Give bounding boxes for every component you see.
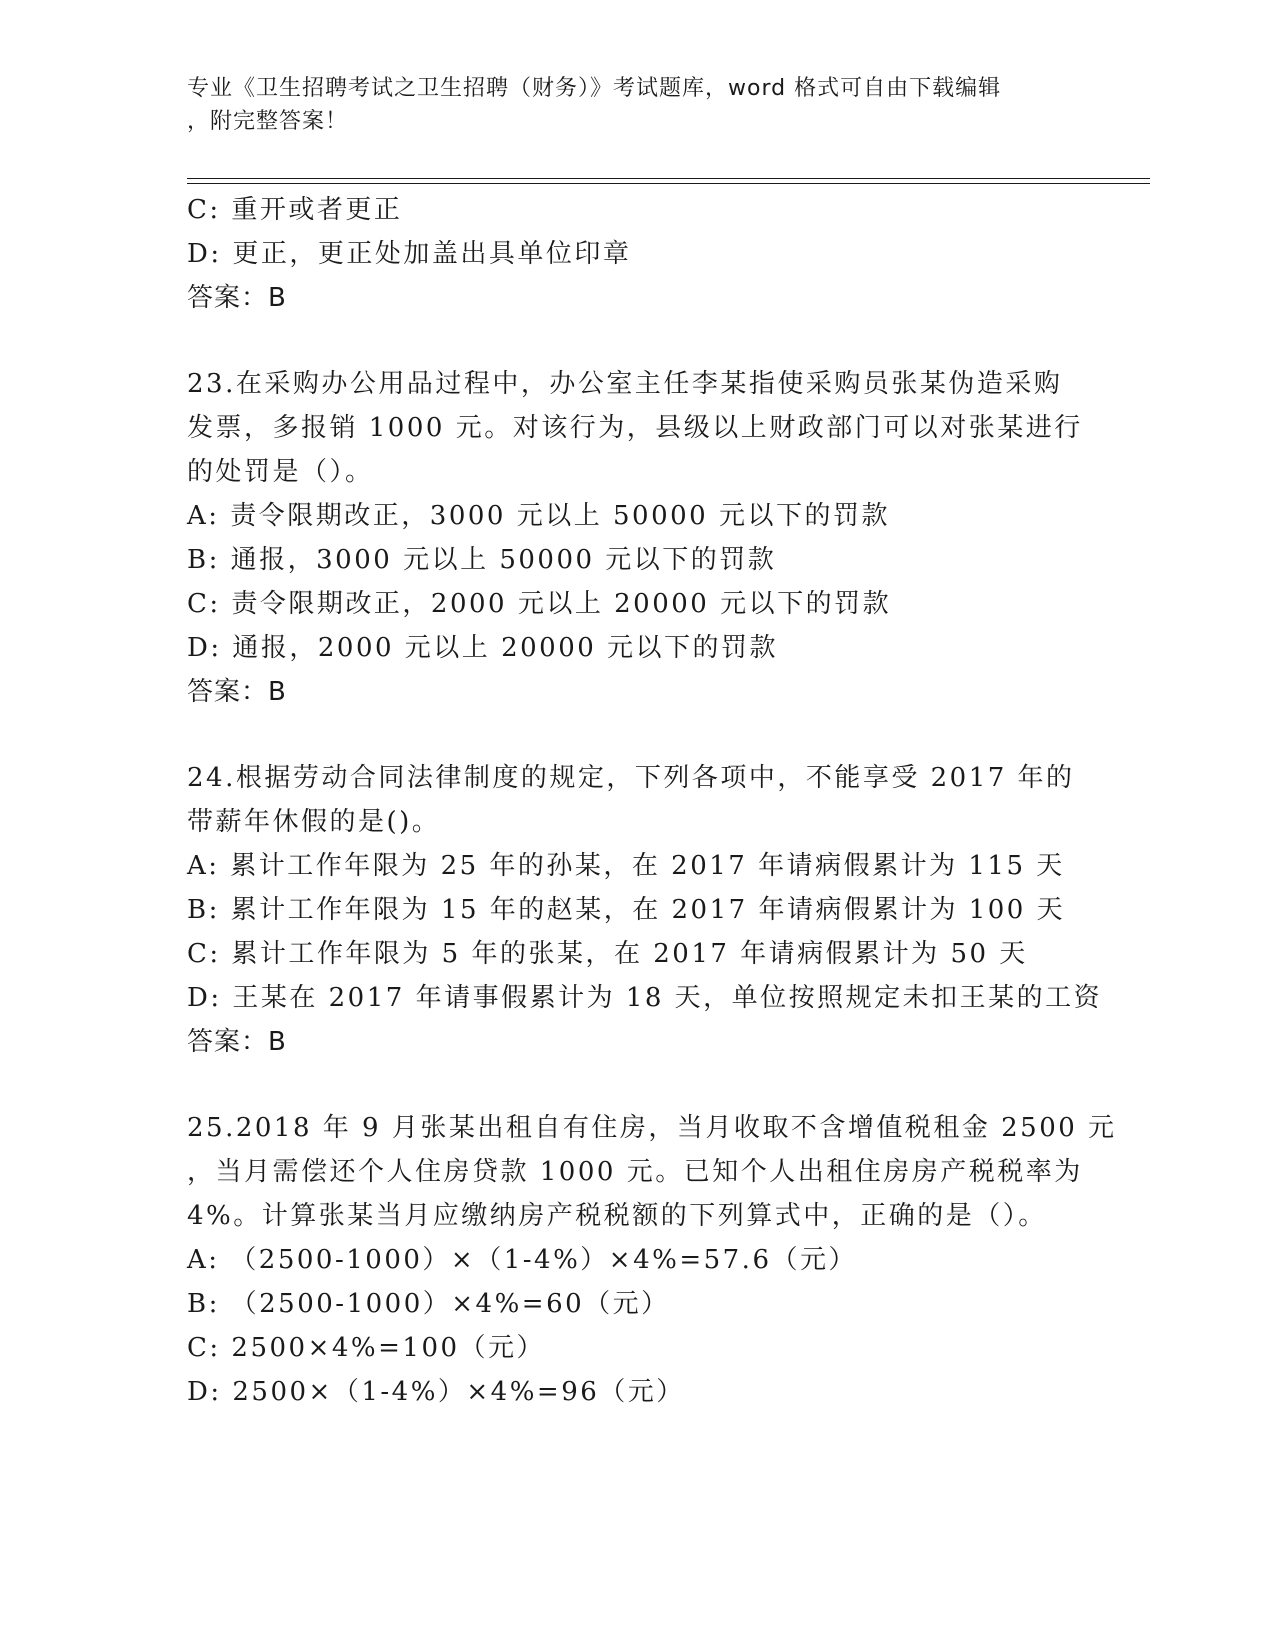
q25-stem-line-3: 4%。计算张某当月应缴纳房产税税额的下列算式中，正确的是（）。 xyxy=(187,1201,1047,1231)
q23-option-a: A: 责令限期改正，3000 元以上 50000 元以下的罚款 xyxy=(187,501,890,531)
q25-stem-line-2: ，当月需偿还个人住房贷款 1000 元。已知个人出租住房房产税税率为 xyxy=(187,1157,1083,1187)
q25-stem-line-1: 25.2018 年 9 月张某出租自有住房，当月收取不含增值税租金 2500 元 xyxy=(187,1113,1117,1143)
q23-option-c: C: 责令限期改正，2000 元以上 20000 元以下的罚款 xyxy=(187,589,892,619)
q23-option-d: D: 通报，2000 元以上 20000 元以下的罚款 xyxy=(187,633,779,663)
q24-option-a: A: 累计工作年限为 25 年的孙某，在 2017 年请病假累计为 115 天 xyxy=(187,851,1065,881)
header-line-2: ，附完整答案！ xyxy=(187,109,349,134)
q25-option-b: B: （2500-1000）×4%=60（元） xyxy=(187,1289,670,1319)
q25-option-a: A: （2500-1000）×（1-4%）×4%=57.6（元） xyxy=(187,1245,857,1275)
page-header xyxy=(187,72,1067,138)
q24-stem-line-1: 24.根据劳动合同法律制度的规定，下列各项中，不能享受 2017 年的 xyxy=(187,763,1075,793)
header-divider-top xyxy=(187,178,1150,179)
q25-option-d: D: 2500×（1-4%）×4%=96（元） xyxy=(187,1377,685,1407)
q24-answer: 答案：B xyxy=(187,1027,287,1057)
q23-option-b: B: 通报，3000 元以上 50000 元以下的罚款 xyxy=(187,545,777,575)
q23-stem-line-1: 23.在采购办公用品过程中，办公室主任李某指使采购员张某伪造采购 xyxy=(187,369,1063,399)
q24-option-c: C: 累计工作年限为 5 年的张某，在 2017 年请病假累计为 50 天 xyxy=(187,939,1028,969)
q23-stem-line-2: 发票，多报销 1000 元。对该行为，县级以上财政部门可以对张某进行 xyxy=(187,413,1083,443)
prev-answer: 答案：B xyxy=(187,283,287,313)
q23-answer: 答案：B xyxy=(187,677,287,707)
q23-stem-line-3: 的处罚是（）。 xyxy=(187,457,374,487)
q24-stem-line-2: 带薪年休假的是()。 xyxy=(187,807,441,837)
prev-option-c: C: 重开或者更正 xyxy=(187,195,403,225)
q24-option-d: D: 王某在 2017 年请事假累计为 18 天，单位按照规定未扣王某的工资 xyxy=(187,983,1103,1013)
prev-option-d: D: 更正，更正处加盖出具单位印章 xyxy=(187,239,632,269)
q24-option-b: B: 累计工作年限为 15 年的赵某，在 2017 年请病假累计为 100 天 xyxy=(187,895,1066,925)
header-line-1: 专业《卫生招聘考试之卫生招聘（财务）》考试题库，word 格式可自由下载编辑 xyxy=(187,76,1002,101)
q25-option-c: C: 2500×4%=100（元） xyxy=(187,1333,546,1363)
header-divider-bottom xyxy=(187,183,1150,184)
